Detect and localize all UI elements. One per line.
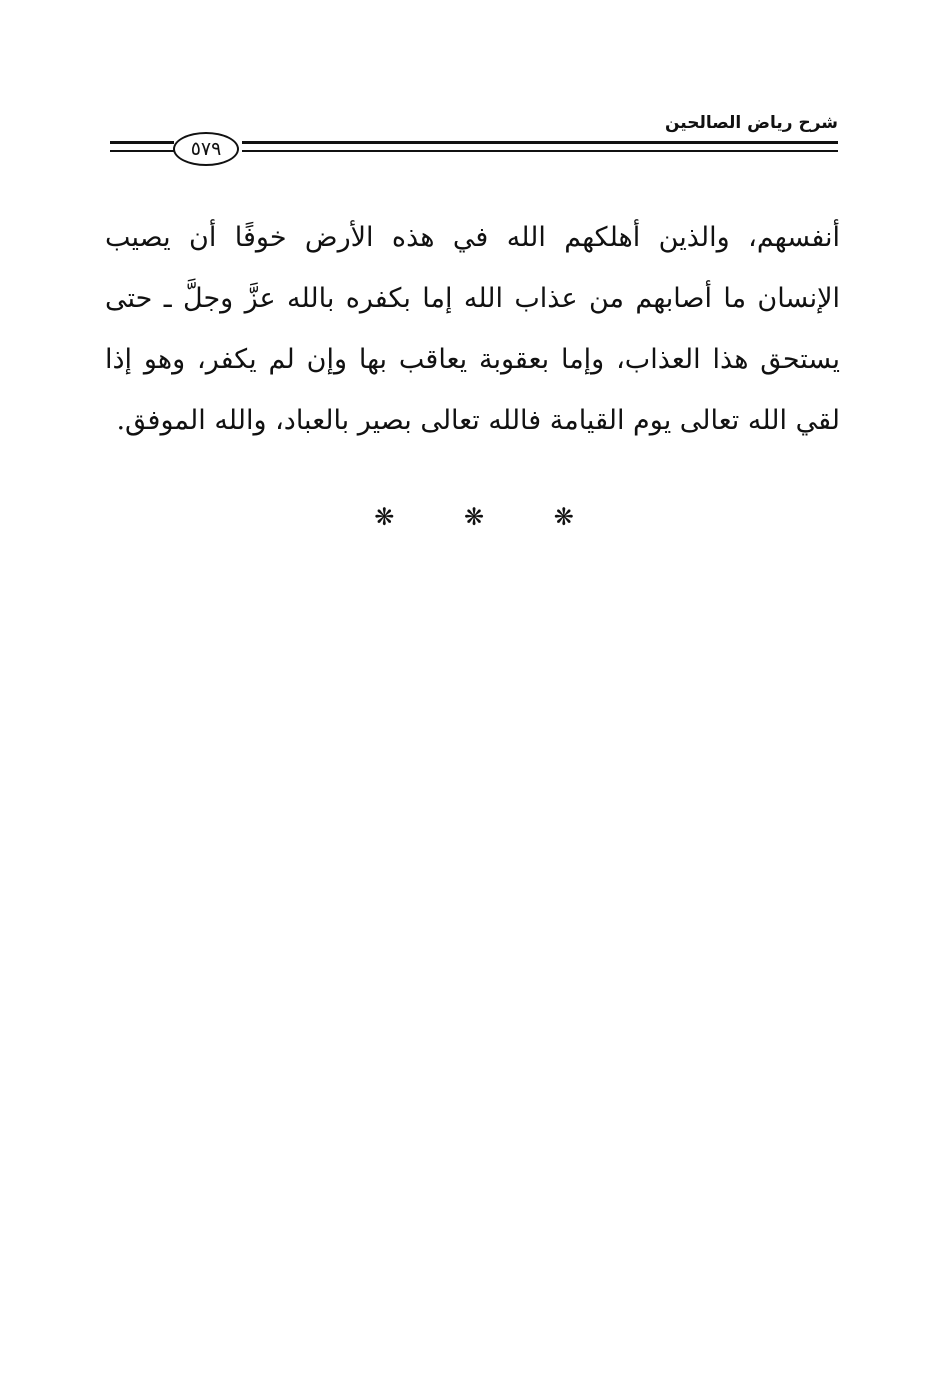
header-rule-right-bottom — [242, 150, 838, 152]
asterism-star-icon: ❋ — [553, 503, 574, 531]
asterism-star-icon: ❋ — [374, 503, 395, 531]
body-line: لقي الله تعالى يوم القيامة فالله تعالى بصير بالعباد، والله الموفق. — [116, 405, 840, 436]
section-separator — [0, 503, 948, 531]
body-line: يستحق هذا العذاب، وإما بعقوبة يعاقب بها وإن لم يكفر، وهو إذا — [105, 344, 840, 375]
header-rule-right-top — [242, 141, 838, 144]
body-line: الإنسان ما أصابهم من عذاب الله إما بكفره بالله عزَّ وجلَّ ـ حتى — [105, 283, 840, 314]
asterism-star-icon: ❋ — [463, 503, 485, 531]
header-rule-left-top — [110, 141, 174, 144]
header-rule-left-bottom — [110, 150, 174, 152]
body-line: أنفسهم، والذين أهلكهم الله في هذه الأرض خوفًا أن يصيب — [105, 222, 840, 253]
page-number: ٥٧٩ — [173, 132, 239, 166]
body-paragraph — [105, 207, 840, 451]
running-title: شرح رياض الصالحين — [664, 113, 838, 133]
